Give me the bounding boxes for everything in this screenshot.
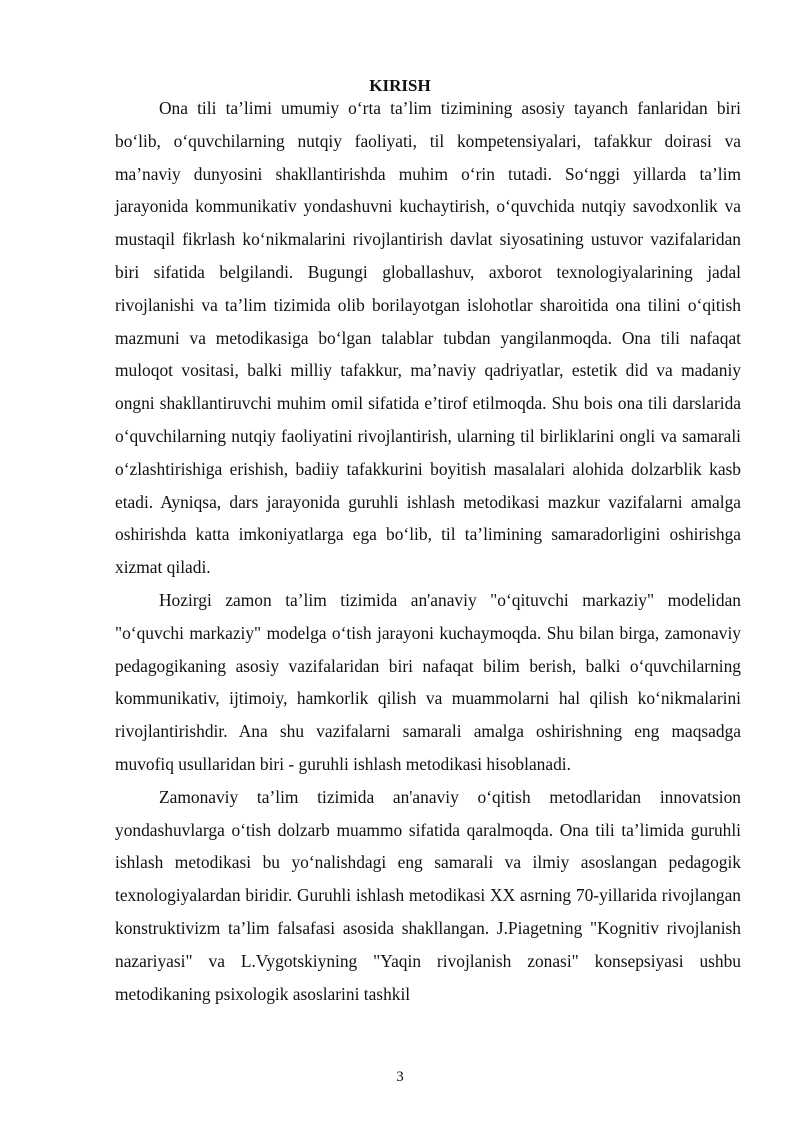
paragraph-3: Zamonaviy ta’lim tizimida an'anaviy o‘qitish metodlaridan innovatsion yondashuvlarga o‘tish dolzarb muammo sifatida qaralmoqda. Ona tili ta’limida guruhli ishlash metodikasi bu yo‘nalishdagi eng samarali va ilmiy asoslangan pedagogik texnologiyalardan biridir. Guruhli ishlash metodikasi XX asrning 70-yillarida rivojlangan konstruktivizm ta’lim falsafasi asosida shakllangan. J.Piagetning "Kognitiv rivojlanish nazariyasi" va L.Vygotskiyning "Yaqin rivojlanish zonasi" konsepsiyasi ushbu metodikaning psixologik asoslarini tashkil <box>115 786 741 1004</box>
paragraph-1: Ona tili ta’limi umumiy o‘rta ta’lim tizimining asosiy tayanch fanlaridan biri bo‘lib, o‘quvchilarning nutqiy faoliyati, til kompetensiyalari, tafakkur doirasi va ma’naviy dunyosini shakllantirishda muhim o‘rin tutadi. So‘nggi yillarda ta’lim jarayonida kommunikativ yondashuvni kuchaytirish, o‘quvchida nutqiy savodxonlik va mustaqil fikrlash ko‘nikmalarini rivojlantirish davlat siyosatining ustuvor vazifalaridan biri sifatida belgilandi. Bugungi globallashuv, axborot texnologiyalarining jadal rivojlanishi va ta’lim tizimida olib borilayotgan islohotlar sharoitida ona tilini o‘qitish mazmuni va metodikasiga bo‘lgan talablar tubdan yangilanmoqda. Ona tili nafaqat muloqot vositasi, balki milliy tafakkur, ma’naviy qadriyatlar, estetik did va madaniy ongni shakllantiruvchi muhim omil sifatida e’tirof etilmoqda. Shu bois ona tili darslarida o‘quvchilarning nutqiy faoliyatini rivojlantirish, ularning til birliklarini ongli va samarali o‘zlashtirishiga erishish, badiiy tafakkurini boyitish masalalari alohida dolzarblik kasb etadi. Ayniqsa, dars jarayonida guruhli ishlash metodikasi mazkur vazifalarni amalga oshirishda katta imkoniyatlarga ega bo‘lib, til ta’limining samaradorligini oshirishga xizmat qiladi. <box>115 98 741 578</box>
page-number: 3 <box>396 1069 404 1085</box>
paragraph-2: Hozirgi zamon ta’lim tizimida an'anaviy "o‘qituvchi markaziy" modelidan "o‘quvchi markaziy" modelga o‘tish jarayoni kuchaymoqda. Shu bilan birga, zamonaviy pedagogikaning asosiy vazifalaridan biri nafaqat bilim berish, balki o‘quvchilarning kommunikativ, ijtimoiy, hamkorlik qilish va muammolarni hal qilish ko‘nikmalarini rivojlantirishdir. Ana shu vazifalarni samarali amalga oshirishning eng maqsadga muvofiq usullaridan biri - guruhli ishlash metodikasi hisoblanadi. <box>115 589 741 774</box>
page-title: KIRISH <box>369 76 431 95</box>
document-body <box>115 92 741 1010</box>
